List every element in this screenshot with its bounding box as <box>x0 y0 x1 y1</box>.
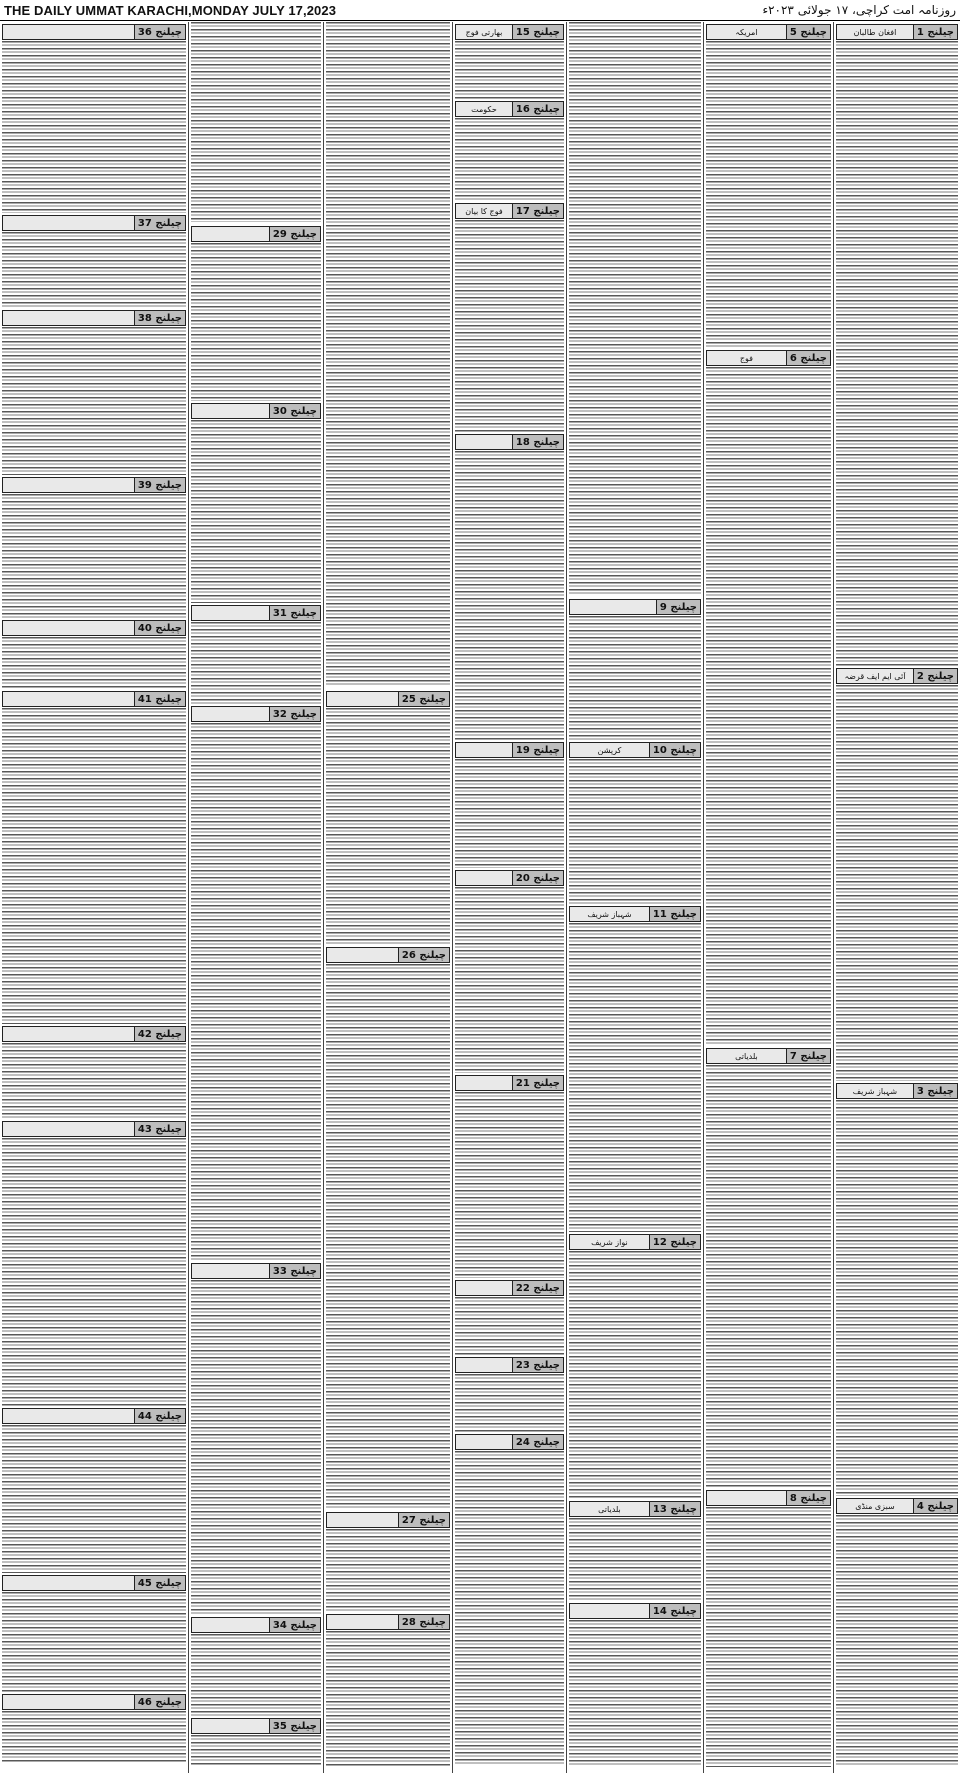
item-heading <box>455 742 564 758</box>
item-number: چیلنج 23 <box>512 1358 563 1372</box>
item-heading <box>455 101 564 117</box>
item-number: چیلنج 14 <box>649 1604 700 1618</box>
item-body-text <box>569 923 701 1232</box>
news-item <box>569 1232 701 1499</box>
news-item <box>455 1278 564 1355</box>
item-heading <box>455 24 564 40</box>
item-body-text <box>191 723 321 1261</box>
item-number: چیلنج 45 <box>134 1576 185 1590</box>
news-item <box>2 475 186 618</box>
item-number: چیلنج 43 <box>134 1122 185 1136</box>
news-item <box>836 1496 958 1766</box>
item-number: چیلنج 31 <box>269 606 320 620</box>
item-number: چیلنج 1 <box>913 25 957 39</box>
item-heading <box>836 1083 958 1099</box>
item-body-text <box>569 1620 701 1765</box>
item-heading <box>2 620 186 636</box>
item-body-text <box>2 708 186 1024</box>
item-heading <box>2 477 186 493</box>
news-item <box>191 1716 321 1766</box>
item-body-text <box>706 41 831 348</box>
item-body-text <box>2 1043 186 1119</box>
news-item <box>2 213 186 308</box>
news-item <box>455 99 564 201</box>
item-body-text <box>455 759 564 868</box>
news-item <box>2 1406 186 1573</box>
item-body-text <box>191 1634 321 1716</box>
item-body-text <box>191 420 321 603</box>
news-item <box>191 1261 321 1615</box>
item-heading <box>191 1718 321 1734</box>
item-number: چیلنج 24 <box>512 1435 563 1449</box>
item-number: چیلنج 33 <box>269 1264 320 1278</box>
item-heading <box>455 1434 564 1450</box>
item-body-text <box>326 964 450 1510</box>
item-title: افغان طالبان <box>853 27 897 37</box>
item-title: فوج <box>739 353 753 363</box>
news-item <box>836 666 958 1081</box>
news-item <box>455 1355 564 1432</box>
news-item <box>455 22 564 99</box>
item-number: چیلنج 3 <box>913 1084 957 1098</box>
item-number: چیلنج 17 <box>512 204 563 218</box>
item-body-text <box>455 41 564 99</box>
item-heading <box>191 706 321 722</box>
item-number: چیلنج 41 <box>134 692 185 706</box>
item-number: چیلنج 10 <box>649 743 700 757</box>
news-item <box>191 603 321 704</box>
item-number: چیلنج 12 <box>649 1235 700 1249</box>
item-title: بلدیاتی <box>598 1504 621 1514</box>
item-body-text <box>836 1515 958 1766</box>
item-heading <box>455 1357 564 1373</box>
item-body-text <box>455 220 564 432</box>
item-number: چیلنج 21 <box>512 1076 563 1090</box>
item-body-text <box>455 118 564 201</box>
item-heading <box>455 1075 564 1091</box>
item-body-text <box>706 1507 831 1767</box>
item-number: چیلنج 34 <box>269 1618 320 1632</box>
item-heading <box>326 691 450 707</box>
columns-area <box>0 22 960 1773</box>
masthead-english: THE DAILY UMMAT KARACHI,MONDAY JULY 17,2023 <box>4 2 337 18</box>
item-heading <box>2 24 186 40</box>
item-body-text <box>2 327 186 475</box>
item-number: چیلنج 11 <box>649 907 700 921</box>
item-heading <box>191 605 321 621</box>
news-item <box>2 1692 186 1763</box>
item-heading <box>569 1234 701 1250</box>
news-item <box>569 904 701 1232</box>
item-heading <box>569 742 701 758</box>
news-item <box>455 432 564 740</box>
column-3 <box>566 22 703 1773</box>
item-number: چیلنج 7 <box>786 1049 830 1063</box>
item-body-text <box>2 1592 186 1692</box>
item-heading <box>326 947 450 963</box>
news-item <box>2 1024 186 1119</box>
item-body-text <box>191 22 321 222</box>
item-body-text <box>2 41 186 213</box>
item-number: چیلنج 13 <box>649 1502 700 1516</box>
item-title: آئی ایم ایف قرضہ <box>844 671 906 681</box>
item-number: چیلنج 30 <box>269 404 320 418</box>
item-heading <box>569 599 701 615</box>
column-5 <box>323 22 452 1773</box>
item-number: چیلنج 19 <box>512 743 563 757</box>
item-heading <box>191 1263 321 1279</box>
item-heading <box>2 1694 186 1710</box>
column-4 <box>452 22 566 1773</box>
item-number: چیلنج 37 <box>134 216 185 230</box>
item-body-text <box>2 232 186 308</box>
news-item <box>326 1510 450 1612</box>
item-body-text <box>706 367 831 1046</box>
item-number: چیلنج 22 <box>512 1281 563 1295</box>
item-title: شہباز شریف <box>587 909 632 919</box>
item-body-text <box>191 1280 321 1615</box>
item-body-text <box>569 759 701 904</box>
item-number: چیلنج 39 <box>134 478 185 492</box>
item-heading <box>706 1048 831 1064</box>
item-heading <box>326 1614 450 1630</box>
item-body-text <box>455 451 564 740</box>
news-item <box>455 201 564 432</box>
news-item <box>455 868 564 1073</box>
item-heading <box>455 434 564 450</box>
news-item <box>569 1499 701 1601</box>
item-body-text <box>455 887 564 1073</box>
item-number: چیلنج 29 <box>269 227 320 241</box>
item-body-text <box>2 494 186 618</box>
column-7 <box>0 22 188 1773</box>
news-item <box>836 1081 958 1496</box>
news-item <box>2 1119 186 1406</box>
item-number: چیلنج 27 <box>398 1513 449 1527</box>
item-body-text <box>455 1451 564 1765</box>
item-number: چیلنج 35 <box>269 1719 320 1733</box>
item-body-text <box>569 1251 701 1499</box>
item-heading <box>569 1603 701 1619</box>
item-number: چیلنج 32 <box>269 707 320 721</box>
news-item <box>191 704 321 1261</box>
item-body-text <box>706 1065 831 1488</box>
item-heading <box>836 24 958 40</box>
item-body-text <box>836 685 958 1081</box>
news-item <box>706 348 831 1046</box>
news-item <box>191 401 321 603</box>
item-body-text <box>569 616 701 740</box>
masthead <box>0 0 960 21</box>
item-number: چیلنج 36 <box>134 25 185 39</box>
item-heading <box>569 1501 701 1517</box>
item-number: چیلنج 15 <box>512 25 563 39</box>
item-title: سبزی منڈی <box>855 1501 895 1511</box>
news-item <box>191 1615 321 1716</box>
item-body-text <box>455 1092 564 1278</box>
item-body-text <box>2 1138 186 1406</box>
item-number: چیلنج 4 <box>913 1499 957 1513</box>
item-number: چیلنج 16 <box>512 102 563 116</box>
item-title: کرپشن <box>597 745 622 755</box>
item-heading <box>455 1280 564 1296</box>
item-number: چیلنج 2 <box>913 669 957 683</box>
news-item <box>569 22 701 597</box>
item-title: فوج کا بیان <box>465 206 503 216</box>
item-number: چیلنج 44 <box>134 1409 185 1423</box>
news-item <box>326 945 450 1510</box>
news-item <box>455 1432 564 1765</box>
item-number: چیلنج 28 <box>398 1615 449 1629</box>
item-body-text <box>191 1735 321 1766</box>
item-number: چیلنج 40 <box>134 621 185 635</box>
item-body-text <box>2 1711 186 1763</box>
item-number: چیلنج 20 <box>512 871 563 885</box>
item-title: نواز شریف <box>591 1237 628 1247</box>
item-body-text <box>326 708 450 945</box>
item-number: چیلنج 26 <box>398 948 449 962</box>
news-item <box>2 1573 186 1692</box>
item-title: بھارتی فوج <box>465 27 503 37</box>
item-number: چیلنج 38 <box>134 311 185 325</box>
news-item <box>326 1612 450 1766</box>
news-item <box>836 22 958 666</box>
news-item <box>455 1073 564 1278</box>
news-item <box>2 689 186 1024</box>
item-body-text <box>326 1529 450 1612</box>
item-heading <box>2 1408 186 1424</box>
item-number: چیلنج 25 <box>398 692 449 706</box>
item-heading <box>455 870 564 886</box>
column-1 <box>833 22 960 1773</box>
item-heading <box>836 1498 958 1514</box>
item-title: حکومت <box>471 104 497 114</box>
item-number: چیلنج 42 <box>134 1027 185 1041</box>
news-item <box>569 597 701 740</box>
item-heading <box>2 1575 186 1591</box>
item-title: امریکہ <box>735 27 758 37</box>
item-number: چیلنج 46 <box>134 1695 185 1709</box>
item-title: شہباز شریف <box>852 1086 898 1096</box>
item-heading <box>326 1512 450 1528</box>
item-heading <box>191 403 321 419</box>
item-body-text <box>836 41 958 666</box>
news-item <box>706 1488 831 1767</box>
item-heading <box>706 350 831 366</box>
item-heading <box>455 203 564 219</box>
news-item <box>706 22 831 348</box>
item-number: چیلنج 5 <box>786 25 830 39</box>
item-body-text <box>326 22 450 687</box>
item-body-text <box>569 22 701 595</box>
item-body-text <box>2 1425 186 1573</box>
item-body-text <box>455 1297 564 1355</box>
item-heading <box>191 226 321 242</box>
item-body-text <box>569 1518 701 1601</box>
item-number: چیلنج 9 <box>656 600 700 614</box>
item-heading <box>2 1026 186 1042</box>
item-heading <box>2 310 186 326</box>
masthead-urdu: روزنامہ امت کراچی، ۱۷ جولائی ۲۰۲۳ء <box>762 3 956 17</box>
item-heading <box>2 691 186 707</box>
item-title: بلدیاتی <box>735 1051 758 1061</box>
news-item <box>191 224 321 401</box>
item-number: چیلنج 6 <box>786 351 830 365</box>
item-heading <box>706 1490 831 1506</box>
item-body-text <box>455 1374 564 1432</box>
column-2 <box>703 22 833 1773</box>
column-6 <box>188 22 323 1773</box>
item-heading <box>2 1121 186 1137</box>
news-item <box>326 22 450 689</box>
news-item <box>569 740 701 904</box>
news-item <box>2 22 186 213</box>
item-body-text <box>191 622 321 704</box>
news-item <box>2 618 186 689</box>
item-heading <box>191 1617 321 1633</box>
item-body-text <box>2 637 186 689</box>
item-heading <box>836 668 958 684</box>
item-heading <box>2 215 186 231</box>
item-number: چیلنج 8 <box>786 1491 830 1505</box>
item-body-text <box>326 1631 450 1766</box>
news-item <box>569 1601 701 1765</box>
news-item <box>706 1046 831 1488</box>
item-body-text <box>836 1100 958 1496</box>
item-heading <box>706 24 831 40</box>
news-item <box>2 308 186 475</box>
news-item <box>326 689 450 945</box>
news-item <box>191 22 321 224</box>
item-number: چیلنج 18 <box>512 435 563 449</box>
item-body-text <box>191 243 321 401</box>
item-heading <box>569 906 701 922</box>
news-item <box>455 740 564 868</box>
